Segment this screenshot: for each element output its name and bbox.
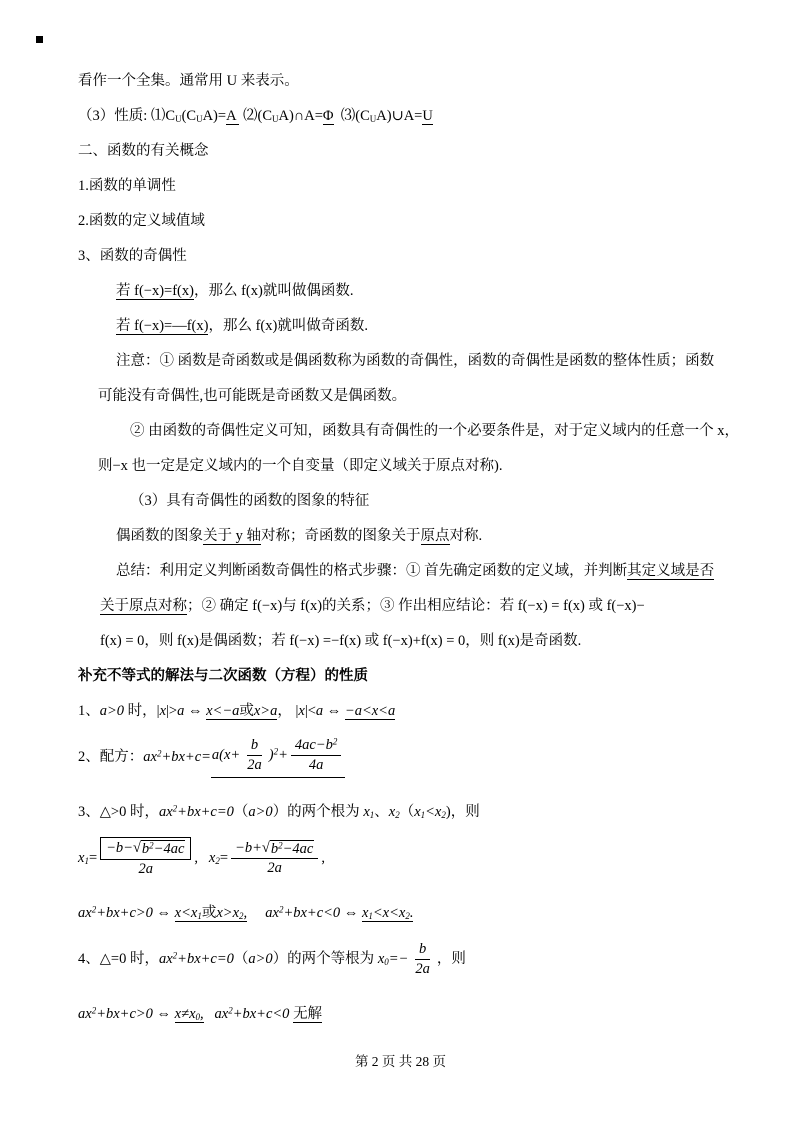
text-run: 关于 y 轴 xyxy=(203,528,261,544)
text-run: x<−a xyxy=(206,703,240,719)
line-complement-properties xyxy=(78,99,723,134)
line-odd-definition xyxy=(116,309,723,344)
text-run xyxy=(247,905,265,921)
text-run: （ xyxy=(399,804,415,820)
text-run: = xyxy=(219,849,229,866)
text-run: U xyxy=(422,108,433,124)
line-summary-2 xyxy=(100,589,723,624)
text-run: +bx+c>0 xyxy=(96,905,153,921)
math-fraction xyxy=(100,837,191,879)
text-run: $x_2$ xyxy=(388,804,400,820)
text-run: x≠ xyxy=(174,1006,190,1022)
text-run: x>a xyxy=(253,703,278,719)
line-inequality-solutions xyxy=(78,896,723,931)
text-run: =− xyxy=(388,950,409,967)
text-run: 3、△>0 时， xyxy=(78,804,159,820)
text-run: $x_2$ xyxy=(232,905,244,921)
math-sqrt: √ $b^2-4ac$ xyxy=(132,840,185,858)
text-run: a xyxy=(315,703,324,719)
text-run: +bx+c= xyxy=(161,748,211,765)
text-run: x xyxy=(298,703,305,719)
text-run: ）的两个等根为 xyxy=(272,950,378,967)
text-run: 总结：利用定义判断函数奇偶性的格式步骤：① 首先确定函数的定义域，并判断 xyxy=(116,563,628,579)
text-run: $x_0$ xyxy=(377,950,389,967)
text-run: （ xyxy=(233,804,249,820)
math-group xyxy=(206,703,277,720)
text-run: $x_1$ xyxy=(361,905,373,921)
text-run: ⇔ xyxy=(184,703,207,719)
line-supplement-title xyxy=(78,659,723,694)
text-run: $⑶(C_U$ xyxy=(333,108,377,124)
text-run: 2a xyxy=(247,757,262,773)
text-run: , xyxy=(200,1006,204,1022)
line-note-2 xyxy=(130,414,739,449)
text-run: $ax^2$ xyxy=(158,950,178,967)
text-run: $b^2$ xyxy=(141,840,154,858)
text-run: 1、 xyxy=(78,703,100,719)
text-run: ($C_U$ xyxy=(181,108,203,124)
text-run: 偶函数的图象 xyxy=(116,528,203,544)
line-parity-title xyxy=(78,239,723,274)
text-run: <x< xyxy=(372,905,399,921)
text-run: 若 f(−x)=f(x) xyxy=(116,283,194,299)
text-run: |> xyxy=(166,703,178,719)
text-run: 2.函数的定义域值域 xyxy=(78,213,205,229)
text-run: +bx+c=0 xyxy=(177,950,234,967)
text-run: ；② 确定 f(−x)与 f(x)的关系；③ 作出相应结论：若 f(−x) = f(x) 或 f(−x)− xyxy=(187,598,645,614)
text-run: −4ac xyxy=(282,840,314,857)
text-run: 注意：① 函数是奇函数或是偶函数称为函数的奇偶性，函数的奇偶性是函数的整体性质；函数 xyxy=(116,353,715,369)
text-run: $x_0$ xyxy=(189,1006,201,1022)
text-run: b xyxy=(418,940,427,957)
text-run: 4、△=0 时， xyxy=(78,950,159,967)
text-run xyxy=(204,1006,215,1022)
line-monotonicity xyxy=(78,169,723,204)
text-run: +bx+c<0 xyxy=(283,905,341,921)
text-run: $b^2$ xyxy=(270,840,283,857)
text-run: $ax^2$ xyxy=(143,748,162,765)
text-run: A)= xyxy=(202,108,227,124)
math-sqrt: √ $b^2-4ac$ xyxy=(261,839,314,857)
text-run: 、 xyxy=(374,804,389,820)
text-run: （ xyxy=(233,950,249,967)
math-group xyxy=(345,703,395,720)
text-run: < xyxy=(425,804,435,820)
text-run: +bx+c>0 xyxy=(96,1006,153,1022)
text-run: 可能没有奇偶性,也可能既是奇函数又是偶函数。 xyxy=(98,388,407,404)
math-fraction xyxy=(231,839,318,878)
text-run: b xyxy=(250,737,259,754)
text-run: + xyxy=(278,747,288,764)
text-run: a xyxy=(177,703,185,719)
line-summary-1 xyxy=(116,554,723,589)
math-group xyxy=(175,905,247,922)
text-run: （3）性质: $⑴C_U$ xyxy=(78,108,182,124)
text-run: −a<x<a xyxy=(344,703,396,719)
text-run: 1.函数的单调性 xyxy=(78,178,176,194)
text-run: −b+ xyxy=(235,839,262,856)
text-run: 无解 xyxy=(293,1006,323,1022)
text-run: a>0 xyxy=(248,804,273,820)
text-run: $x_2$ xyxy=(398,905,410,921)
text-run: $ax^2$ xyxy=(78,1005,97,1022)
text-run: $x_2$ xyxy=(434,804,446,820)
line-complete-square xyxy=(78,729,723,785)
line-roots-formula xyxy=(78,830,723,886)
text-run: |< xyxy=(304,703,316,719)
text-run: 其定义域是否 xyxy=(627,563,715,579)
text-run: A)∩A= xyxy=(278,108,323,124)
text-run: a>0 xyxy=(248,950,273,967)
text-run: , xyxy=(194,849,209,866)
text-run: x> xyxy=(216,905,233,921)
text-run: 补充不等式的解法与二次函数（方程）的性质 xyxy=(78,668,368,684)
text-run: $ax^2$ xyxy=(158,803,178,820)
text-run: ）的两个根为 xyxy=(272,804,364,820)
text-run: 或 xyxy=(239,703,254,719)
line-delta-zero-solutions xyxy=(78,997,723,1032)
text-run: 二、函数的有关概念 xyxy=(78,143,209,159)
text-run: +bx+c<0 xyxy=(232,1006,290,1022)
text-run: f(x) = 0，则 f(x)是偶函数；若 f(−x) =−f(x) 或 f(−x)+f(x) = 0，则 f(x)是奇函数. xyxy=(100,633,582,649)
text-run: $⑵(C_U$ xyxy=(239,108,279,124)
text-run: x xyxy=(159,703,167,719)
text-run: +bx+c=0 xyxy=(177,804,234,820)
text-run: $x_2$ xyxy=(208,849,220,866)
line-abs-inequality xyxy=(78,694,723,729)
text-run: ⇔ xyxy=(340,905,362,921)
text-run: 对称. xyxy=(449,528,483,544)
text-run: 看作一个全集。通常用 U 来表示。 xyxy=(78,73,299,89)
text-run: , xyxy=(243,905,248,921)
page-footer: 第 2 页 共 28 页 xyxy=(354,1054,447,1069)
math-group xyxy=(362,905,414,922)
text-run: 4a xyxy=(308,757,324,773)
text-run: 关于原点对称 xyxy=(100,598,187,614)
text-run: 对称；奇函数的图象关于 xyxy=(261,528,421,544)
text-run: $x_1$ xyxy=(414,804,426,820)
text-run: 2a xyxy=(138,861,154,877)
text-run: = xyxy=(88,849,98,866)
anchor-mark xyxy=(36,36,43,43)
text-run: $x_1$ xyxy=(78,849,89,866)
line-even-definition xyxy=(116,274,723,309)
text-run: Φ xyxy=(322,108,334,124)
text-run: , xyxy=(321,849,325,866)
line-universal-set xyxy=(78,64,723,99)
text-run: $4ac-b^2$ xyxy=(294,736,338,754)
math-fraction xyxy=(291,736,341,775)
line-graph-feature-title xyxy=(130,484,723,519)
text-run: ， | xyxy=(277,703,299,719)
text-run: 则−x 也一定是定义域内的一个自变量（即定义域关于原点对称). xyxy=(98,458,503,474)
math-fraction xyxy=(411,940,434,979)
text-run: ，那么 f(x)就叫做奇函数. xyxy=(208,318,368,334)
line-graph-feature xyxy=(116,519,723,554)
text-run: A)∪A= xyxy=(376,108,423,124)
text-run: 或 xyxy=(201,905,217,921)
line-note-1 xyxy=(116,344,723,379)
text-run: $ax^2$ xyxy=(214,1005,233,1022)
text-run: )$^2$ xyxy=(268,746,279,764)
line-delta-positive xyxy=(78,795,723,830)
text-run: ，则 xyxy=(436,950,466,967)
text-run: 3、函数的奇偶性 xyxy=(78,248,187,264)
text-run: −b− xyxy=(106,840,133,857)
text-run: $ax^2$ xyxy=(78,904,97,921)
text-run: $x_1$ xyxy=(190,905,202,921)
text-run: . xyxy=(409,905,414,921)
text-run: 2、配方： xyxy=(78,748,144,765)
text-run: $ax^2$ xyxy=(265,904,284,921)
math-group xyxy=(175,1006,204,1023)
text-run: 原点 xyxy=(420,528,450,544)
line-section-title xyxy=(78,134,723,169)
text-run: 2a xyxy=(267,859,282,876)
math-fraction xyxy=(243,736,266,775)
text-run: ⇔ xyxy=(323,703,345,719)
text-run: a(x+ xyxy=(211,747,241,764)
text-run: 时，| xyxy=(124,703,160,719)
text-run: x< xyxy=(174,905,191,921)
text-run: （3）具有奇偶性的函数的图象的特征 xyxy=(130,493,370,509)
line-note-1-cont xyxy=(98,379,723,414)
doc-body xyxy=(78,64,739,1032)
text-run: a>0 xyxy=(99,703,125,719)
line-domain-range xyxy=(78,204,723,239)
line-delta-zero xyxy=(78,931,723,987)
text-run: 2a xyxy=(415,960,430,977)
line-note-2-cont xyxy=(98,449,723,484)
text-run: )，则 xyxy=(445,804,480,820)
math-group xyxy=(211,736,345,778)
text-run: A xyxy=(226,108,240,124)
text-run: $x_1$ xyxy=(363,804,375,820)
text-run: ⇔ xyxy=(152,905,175,921)
text-run: −4ac xyxy=(153,841,185,858)
line-summary-3 xyxy=(100,624,723,659)
text-run: ⇔ xyxy=(152,1006,175,1022)
text-run: 若 f(−x)=—f(x) xyxy=(116,318,209,334)
text-run: ② 由函数的奇偶性定义可知，函数具有奇偶性的一个必要条件是，对于定义域内的任意一个 x， xyxy=(130,423,739,439)
text-run: ，那么 f(x)就叫做偶函数. xyxy=(193,283,354,299)
